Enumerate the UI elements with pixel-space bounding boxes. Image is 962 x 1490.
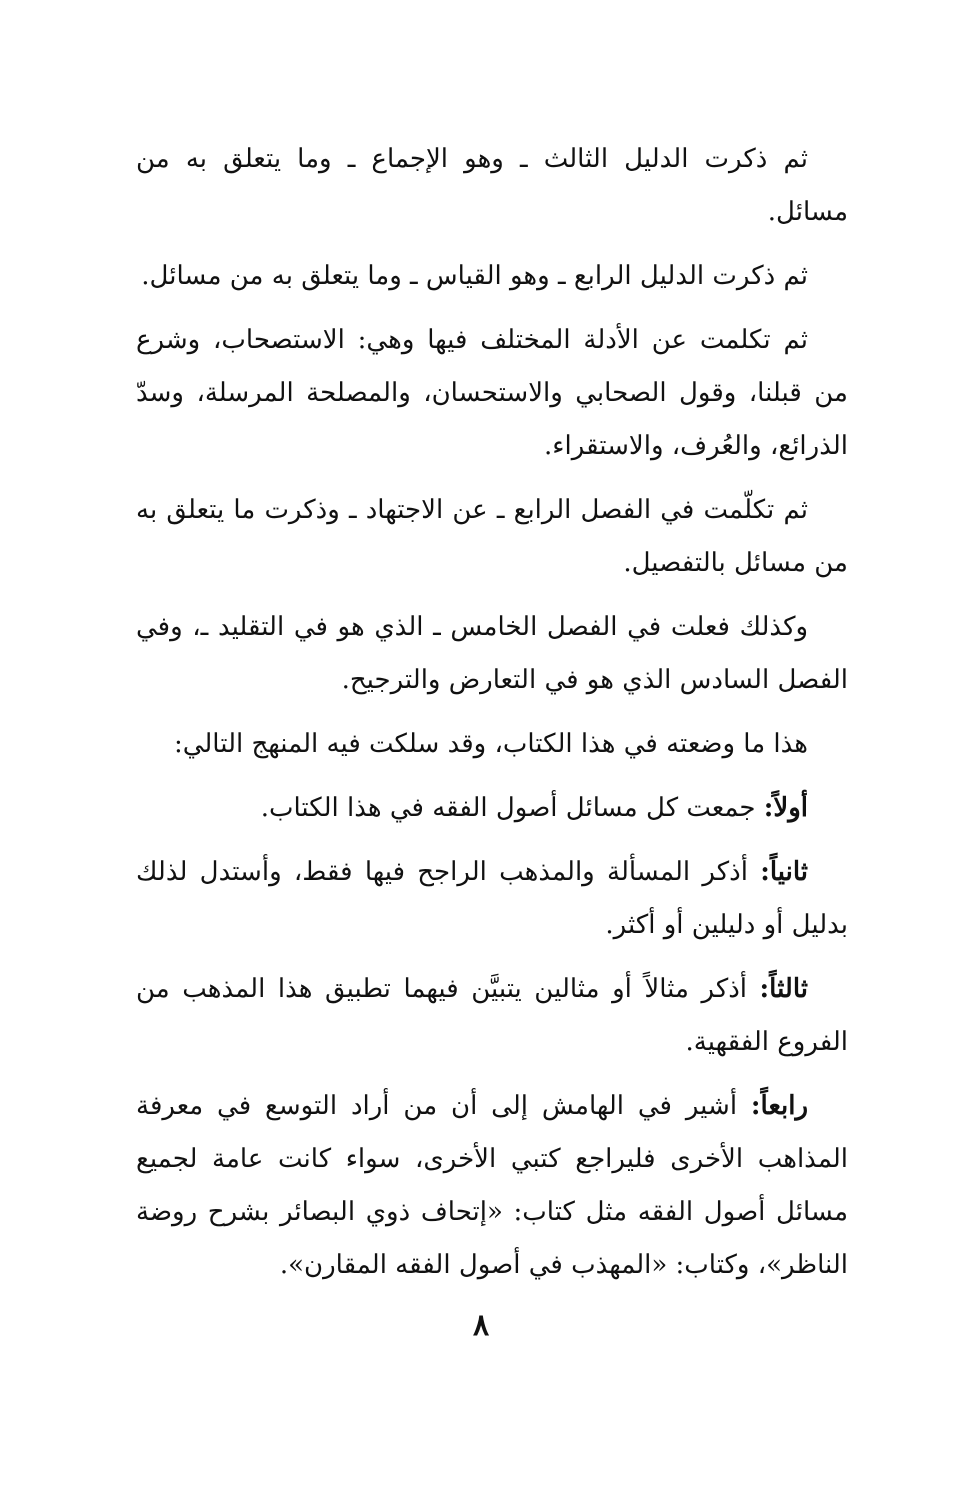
item-text: أشير في الهامش إلى أن من أراد التوسع في معرفة المذاهب الأخرى فليراجع كتبي الأخرى، سواء كانت عامة لجميع مسائل أصول الفقه مثل كتاب: «إتحاف ذوي البصائر بشرح روضة الناظر»، وكتاب: «المهذب في أصول الفقه المقارن». [136,1091,848,1280]
page-body [136,133,848,1303]
paragraph-disputed-evidence [136,314,848,473]
item-text: أذكر مثالاً أو مثالين يتبيَّن فيهما تطبيق هذا المذهب من الفروع الفقهية. [136,974,848,1057]
paragraph-methodology-intro [136,718,848,771]
item-text: جمعت كل مسائل أصول الفقه في هذا الكتاب. [260,793,764,823]
methodology-item-second [136,846,848,952]
methodology-item-third [136,963,848,1069]
paragraph-taqlid [136,601,848,707]
paragraph-text: ثم ذكرت الدليل الثالث ـ وهو الإجماع ـ وما يتعلق به من مسائل. [136,144,848,227]
paragraph-text: ثم تكلّمت في الفصل الرابع ـ عن الاجتهاد ـ وذكرت ما يتعلق به من مسائل بالتفصيل. [136,495,848,578]
item-text: أذكر المسألة والمذهب الراجح فيها فقط، وأستدل لذلك بدليل أو دليلين أو أكثر. [136,857,848,940]
methodology-item-fourth [136,1080,848,1292]
page-number: ٨ [472,1308,490,1343]
paragraph-text: ثم تكلمت عن الأدلة المختلف فيها وهي: الاستصحاب، وشرع من قبلنا، وقول الصحابي والاستحسان، والمصلحة المرسلة، وسدّ الذرائع، والعُرف، والاستقراء. [136,325,848,461]
paragraph-ijma [136,133,848,239]
item-lead-label: ثالثاً: [759,974,808,1004]
methodology-item-first [136,782,848,835]
item-lead-label: رابعاً: [750,1091,808,1121]
paragraph-text: هذا ما وضعته في هذا الكتاب، وقد سلكت فيه المنهج التالي: [173,729,808,759]
paragraph-ijtihad [136,484,848,590]
paragraph-qiyas [136,250,848,303]
item-lead-label: ثانياً: [760,857,808,887]
paragraph-text: ثم ذكرت الدليل الرابع ـ وهو القياس ـ وما يتعلق به من مسائل. [141,261,808,291]
paragraph-text: وكذلك فعلت في الفصل الخامس ـ الذي هو في التقليد ـ، وفي الفصل السادس الذي هو في التعارض والترجيح. [136,612,848,695]
item-lead-label: أولاً: [763,793,808,823]
